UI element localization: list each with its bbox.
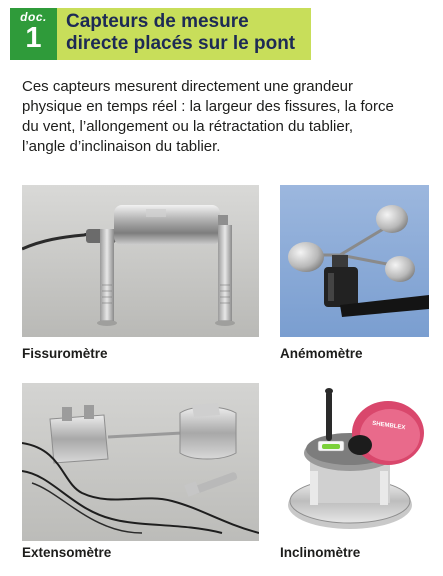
doc-badge-word: doc.	[20, 10, 47, 24]
inclinometre-caption: Inclinomètre	[280, 545, 361, 560]
inclinometre-device-label: SHEMBLEX	[371, 420, 406, 432]
inclinometre-photo	[280, 383, 429, 541]
intro-line-3: du vent, l’allongement ou la rétractation du tablier,	[22, 118, 354, 135]
fissurometre-photo	[22, 185, 259, 337]
extensometre-caption: Extensomètre	[22, 545, 112, 560]
intro-line-2: physique en temps réel : la largeur des fissures, la force	[22, 98, 394, 115]
anemometre-photo	[280, 185, 429, 337]
intro-paragraph	[22, 77, 422, 157]
doc-title-line-1: Capteurs de mesure	[66, 11, 249, 32]
extensometre-photo	[22, 383, 259, 541]
doc-header	[10, 8, 311, 60]
anemometre-caption: Anémomètre	[280, 346, 363, 361]
intro-line-4: l’angle d’inclinaison du tablier.	[22, 138, 221, 155]
fissurometre-caption: Fissuromètre	[22, 346, 108, 361]
intro-line-1: Ces capteurs mesurent directement une grandeur	[22, 78, 354, 95]
doc-title	[66, 11, 311, 55]
doc-title-line-2: directe placés sur le pont	[66, 33, 296, 54]
doc-badge	[10, 8, 57, 60]
doc-badge-number: 1	[25, 22, 42, 54]
